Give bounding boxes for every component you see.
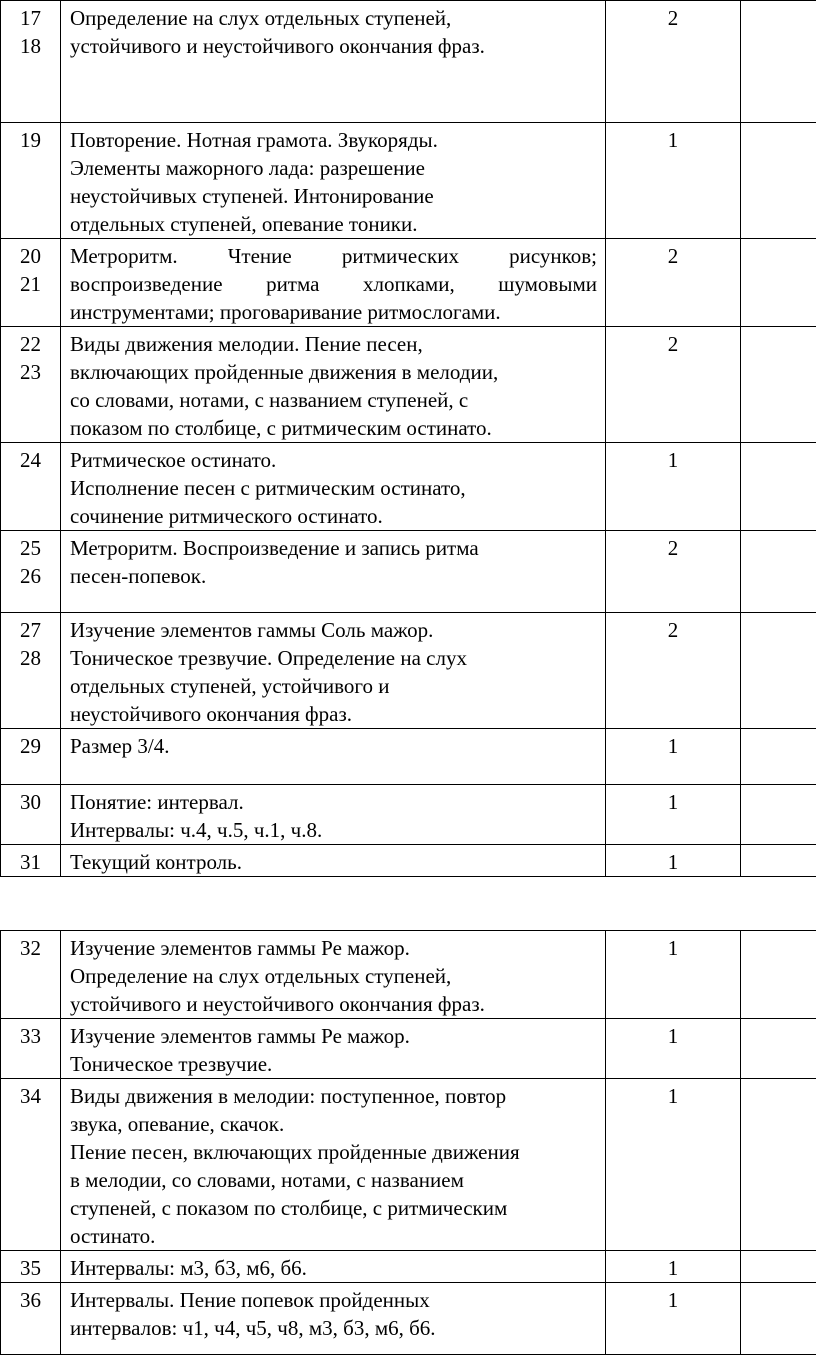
- lesson-hours-cell: [606, 327, 741, 443]
- lesson-number-cell: [1, 613, 61, 729]
- lesson-hours: 1: [668, 936, 679, 960]
- lesson-number: 17: [1, 4, 60, 32]
- table-row: [1, 1283, 816, 1355]
- lesson-topic-line: отдельных ступеней, устойчивого и: [70, 672, 597, 700]
- lesson-hours: 2: [668, 244, 679, 268]
- lesson-topic-line: интервалов: ч1, ч4, ч5, ч8, м3, б3, м6, б6.: [70, 1314, 597, 1342]
- lesson-topic-line: со словами, нотами, с названием ступеней, с: [70, 386, 597, 414]
- lesson-topic-line: Метроритм. Чтение ритмических рисунков; воспроизведение ритма хлопками, шумовыми инструментами; проговаривание ритмослогами.: [70, 244, 597, 324]
- lesson-number-cell: [1, 443, 61, 531]
- lesson-topic-line: Виды движения в мелодии: поступенное, повтор: [70, 1082, 597, 1110]
- lesson-topic-cell: [61, 1, 606, 123]
- lesson-number-cell: [1, 123, 61, 239]
- notes-cell: [741, 931, 816, 1019]
- lesson-number: 34: [1, 1082, 60, 1110]
- lesson-number-cell: [1, 1019, 61, 1079]
- notes-cell: [741, 1079, 816, 1251]
- lesson-topic-cell: [61, 1019, 606, 1079]
- notes-cell: [741, 123, 816, 239]
- notes-cell: [741, 613, 816, 729]
- lesson-hours-cell: [606, 239, 741, 327]
- lesson-topic-cell: [61, 123, 606, 239]
- lesson-topic-line: Метроритм. Воспроизведение и запись ритма: [70, 534, 597, 562]
- lesson-hours: 1: [668, 850, 679, 874]
- lesson-topic-line: Размер 3/4.: [70, 732, 597, 760]
- lesson-hours: 2: [668, 332, 679, 356]
- lesson-number: 25: [1, 534, 60, 562]
- lesson-topic-line: неустойчивых ступеней. Интонирование: [70, 182, 597, 210]
- lesson-topic-cell: [61, 1283, 606, 1355]
- notes-cell: [741, 785, 816, 845]
- lesson-topic-line: Интервалы: м3, б3, м6, б6.: [70, 1254, 597, 1282]
- lesson-topic-line: в мелодии, со словами, нотами, с названием: [70, 1166, 597, 1194]
- lesson-number: 29: [1, 732, 60, 760]
- lesson-topic-line: устойчивого и неустойчивого окончания фраз.: [70, 32, 597, 60]
- lesson-topic-cell: [61, 1079, 606, 1251]
- lesson-topic-line: Определение на слух отдельных ступеней,: [70, 4, 597, 32]
- table-row: [1, 845, 816, 877]
- lesson-hours: 2: [668, 536, 679, 560]
- lesson-number: 26: [1, 562, 60, 590]
- lesson-number-cell: [1, 531, 61, 613]
- lesson-number: 24: [1, 446, 60, 474]
- lesson-hours-cell: [606, 531, 741, 613]
- lesson-hours: 2: [668, 6, 679, 30]
- lesson-number: 20: [1, 242, 60, 270]
- lesson-hours-cell: [606, 613, 741, 729]
- lesson-topic-line: Ритмическое остинато.: [70, 446, 597, 474]
- table-row: [1, 443, 816, 531]
- table-row: [1, 123, 816, 239]
- lesson-topic-line: Изучение элементов гаммы Ре мажор.: [70, 1022, 597, 1050]
- notes-cell: [741, 443, 816, 531]
- lesson-hours: 1: [668, 128, 679, 152]
- lesson-hours: 1: [668, 734, 679, 758]
- lesson-topic-line: песен-попевок.: [70, 562, 597, 590]
- notes-cell: [741, 1019, 816, 1079]
- notes-cell: [741, 1283, 816, 1355]
- lesson-number-cell: [1, 785, 61, 845]
- lesson-topic-line: неустойчивого окончания фраз.: [70, 700, 597, 728]
- lesson-topic-line: Интервалы: ч.4, ч.5, ч.1, ч.8.: [70, 816, 597, 844]
- table-row: [1, 327, 816, 443]
- lesson-number-cell: [1, 931, 61, 1019]
- notes-cell: [741, 845, 816, 877]
- table-row: [1, 613, 816, 729]
- section-spacer-row: [1, 877, 816, 931]
- lesson-topic-line: Тоническое трезвучие. Определение на слух: [70, 644, 597, 672]
- lesson-number-cell: [1, 845, 61, 877]
- lesson-hours-cell: [606, 123, 741, 239]
- lesson-hours: 1: [668, 1084, 679, 1108]
- lesson-topic-line: Понятие: интервал.: [70, 788, 597, 816]
- lesson-topic-cell: [61, 531, 606, 613]
- lesson-topic-line: Пение песен, включающих пройденные движения: [70, 1138, 597, 1166]
- lesson-hours: 1: [668, 1024, 679, 1048]
- lesson-number: 27: [1, 616, 60, 644]
- lesson-topic-cell: [61, 785, 606, 845]
- lesson-number: 19: [1, 126, 60, 154]
- lesson-topic-line: Повторение. Нотная грамота. Звукоряды.: [70, 126, 597, 154]
- lesson-plan-body: [1, 1, 816, 1355]
- lesson-hours-cell: [606, 729, 741, 785]
- lesson-number: 31: [1, 848, 60, 876]
- lesson-topic-line: остинато.: [70, 1222, 597, 1250]
- lesson-number: 22: [1, 330, 60, 358]
- lesson-topic-line: Исполнение песен с ритмическим остинато,: [70, 474, 597, 502]
- lesson-hours: 1: [668, 1256, 679, 1280]
- lesson-number: 18: [1, 32, 60, 60]
- lesson-hours: 1: [668, 1288, 679, 1312]
- notes-cell: [741, 239, 816, 327]
- lesson-topic-line: Элементы мажорного лада: разрешение: [70, 154, 597, 182]
- table-row: [1, 785, 816, 845]
- lesson-number-cell: [1, 239, 61, 327]
- section-spacer-cell: [1, 877, 816, 931]
- lesson-topic-line: Тоническое трезвучие.: [70, 1050, 597, 1078]
- table-row: [1, 531, 816, 613]
- lesson-number-cell: [1, 1, 61, 123]
- lesson-number-cell: [1, 1079, 61, 1251]
- lesson-topic-cell: [61, 1251, 606, 1283]
- lesson-hours-cell: [606, 1079, 741, 1251]
- lesson-hours-cell: [606, 443, 741, 531]
- lesson-number-cell: [1, 1251, 61, 1283]
- table-row: [1, 1, 816, 123]
- lesson-topic-cell: [61, 443, 606, 531]
- lesson-topic-line: Текущий контроль.: [70, 848, 597, 876]
- table-row: [1, 729, 816, 785]
- lesson-number: 30: [1, 788, 60, 816]
- table-row: [1, 1019, 816, 1079]
- notes-cell: [741, 1, 816, 123]
- lesson-topic-line: включающих пройденные движения в мелодии,: [70, 358, 597, 386]
- table-row: [1, 239, 816, 327]
- table-row: [1, 931, 816, 1019]
- lesson-hours-cell: [606, 1, 741, 123]
- lesson-number: 36: [1, 1286, 60, 1314]
- lesson-topic-cell: [61, 239, 606, 327]
- lesson-topic-cell: [61, 327, 606, 443]
- lesson-hours-cell: [606, 785, 741, 845]
- lesson-number: 35: [1, 1254, 60, 1282]
- lesson-topic-line: Изучение элементов гаммы Соль мажор.: [70, 616, 597, 644]
- lesson-number: 33: [1, 1022, 60, 1050]
- lesson-number-cell: [1, 1283, 61, 1355]
- lesson-hours: 2: [668, 618, 679, 642]
- lesson-topic-line: звука, опевание, скачок.: [70, 1110, 597, 1138]
- lesson-topic-cell: [61, 845, 606, 877]
- lesson-topic-line: отдельных ступеней, опевание тоники.: [70, 210, 597, 238]
- lesson-hours-cell: [606, 1283, 741, 1355]
- notes-cell: [741, 531, 816, 613]
- lesson-hours-cell: [606, 1019, 741, 1079]
- lesson-hours: 1: [668, 790, 679, 814]
- lesson-topic-cell: [61, 613, 606, 729]
- lesson-topic-line: Определение на слух отдельных ступеней,: [70, 962, 597, 990]
- notes-cell: [741, 327, 816, 443]
- lesson-topic-line: устойчивого и неустойчивого окончания фраз.: [70, 990, 597, 1018]
- lesson-topic-line: ступеней, с показом по столбице, с ритмическим: [70, 1194, 597, 1222]
- table-row: [1, 1251, 816, 1283]
- lesson-number: 32: [1, 934, 60, 962]
- lesson-topic-cell: [61, 931, 606, 1019]
- lesson-topic-line: Интервалы. Пение попевок пройденных: [70, 1286, 597, 1314]
- notes-cell: [741, 1251, 816, 1283]
- lesson-number-cell: [1, 327, 61, 443]
- lesson-hours-cell: [606, 845, 741, 877]
- lesson-hours-cell: [606, 1251, 741, 1283]
- lesson-topic-cell: [61, 729, 606, 785]
- notes-cell: [741, 729, 816, 785]
- lesson-topic-line: показом по столбице, с ритмическим остинато.: [70, 414, 597, 442]
- table-row: [1, 1079, 816, 1251]
- lesson-topic-line: Изучение элементов гаммы Ре мажор.: [70, 934, 597, 962]
- lesson-number: 28: [1, 644, 60, 672]
- lesson-number-cell: [1, 729, 61, 785]
- lesson-topic-line: сочинение ритмического остинато.: [70, 502, 597, 530]
- lesson-hours: 1: [668, 448, 679, 472]
- lesson-topic-line: Виды движения мелодии. Пение песен,: [70, 330, 597, 358]
- lesson-hours-cell: [606, 931, 741, 1019]
- lesson-number: 21: [1, 270, 60, 298]
- lesson-number: 23: [1, 358, 60, 386]
